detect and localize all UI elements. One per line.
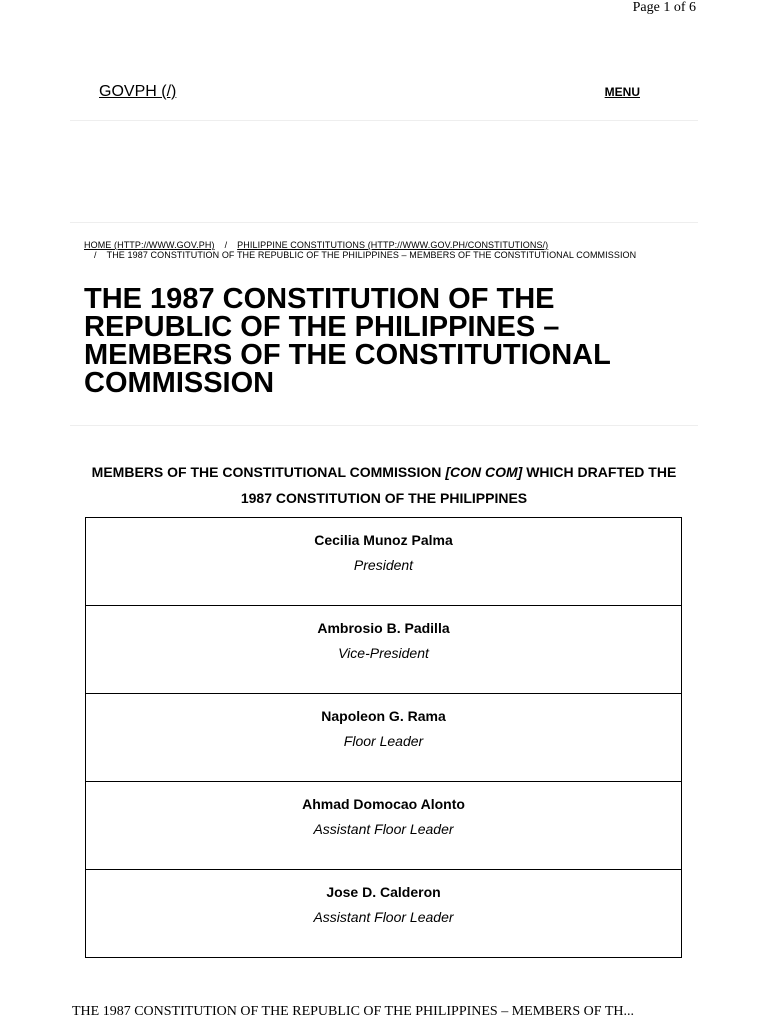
member-cell	[86, 518, 682, 606]
member-cell	[86, 606, 682, 694]
section-divider	[70, 222, 698, 223]
table-row	[86, 782, 682, 870]
table-row	[86, 870, 682, 958]
breadcrumb-separator: /	[224, 240, 228, 250]
member-name: Cecilia Munoz Palma	[314, 532, 453, 548]
footer-title: THE 1987 CONSTITUTION OF THE REPUBLIC OF THE PHILIPPINES – MEMBERS OF TH...	[72, 1004, 634, 1019]
breadcrumb-separator: /	[94, 250, 97, 260]
caption-emphasis: [CON COM]	[445, 464, 523, 480]
page-title: THE 1987 CONSTITUTION OF THE REPUBLIC OF THE PHILIPPINES – MEMBERS OF THE CONSTITUTIONAL COMMISSION	[84, 283, 611, 399]
member-role: President	[353, 557, 414, 573]
member-role: Assistant Floor Leader	[313, 821, 454, 837]
member-role: Assistant Floor Leader	[313, 909, 454, 925]
member-name: Jose D. Calderon	[326, 884, 441, 900]
breadcrumb	[84, 240, 684, 260]
title-divider	[70, 425, 698, 426]
members-table	[85, 517, 682, 958]
member-name: Ahmad Domocao Alonto	[302, 796, 465, 812]
breadcrumb-current: THE 1987 CONSTITUTION OF THE REPUBLIC OF THE PHILIPPINES – MEMBERS OF THE CONSTITUTIONAL COMMISSION	[106, 250, 637, 260]
member-cell	[86, 870, 682, 958]
caption-text-end: WHICH DRAFTED THE 1987 CONSTITUTION OF THE PHILIPPINES	[240, 464, 677, 506]
govph-home-link[interactable]: GOVPH (/)	[99, 83, 177, 100]
table-caption	[84, 459, 684, 511]
member-name: Napoleon G. Rama	[321, 708, 446, 724]
caption-text: MEMBERS OF THE CONSTITUTIONAL COMMISSION	[91, 464, 446, 480]
breadcrumb-home-link[interactable]: HOME (HTTP://WWW.GOV.PH)	[84, 240, 215, 250]
table-row	[86, 518, 682, 606]
page-number: Page 1 of 6	[632, 0, 696, 15]
table-row	[86, 606, 682, 694]
site-header	[70, 60, 698, 121]
member-role: Vice-President	[338, 645, 429, 661]
menu-link[interactable]: MENU	[604, 85, 640, 99]
breadcrumb-constitutions-link[interactable]: PHILIPPINE CONSTITUTIONS (HTTP://WWW.GOV.PH/CONSTITUTIONS/)	[237, 240, 549, 250]
table-row	[86, 694, 682, 782]
member-cell	[86, 782, 682, 870]
member-cell	[86, 694, 682, 782]
member-name: Ambrosio B. Padilla	[317, 620, 450, 636]
member-role: Floor Leader	[343, 733, 424, 749]
